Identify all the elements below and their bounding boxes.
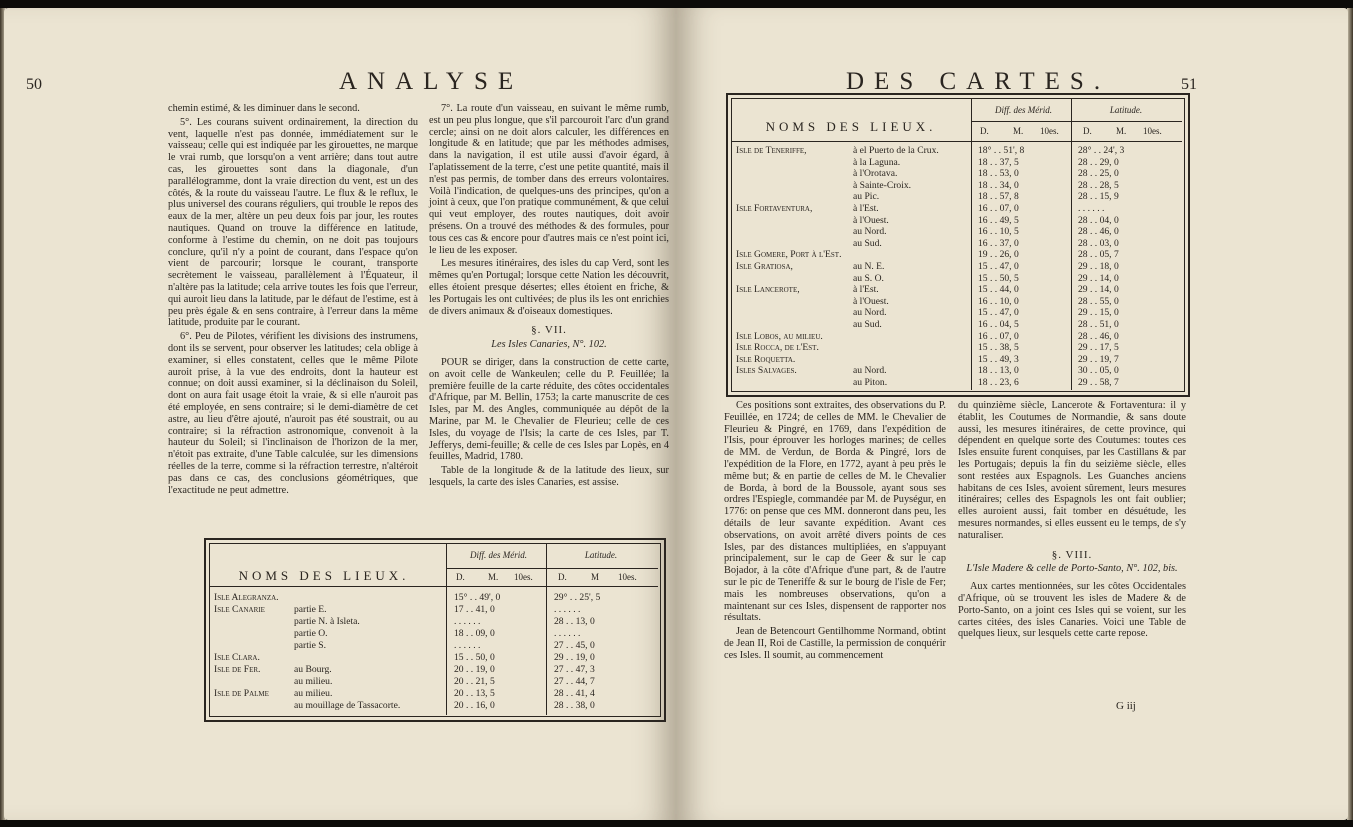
latitude-value: 27 . . 45, 0	[554, 640, 595, 651]
diff-meridian-value: 15 . . 49, 3	[978, 353, 1019, 365]
place-name: Isle de Fer.	[214, 664, 261, 675]
right-column-2	[958, 400, 1186, 642]
diff-meridian-value: 18 . . 37, 5	[978, 156, 1019, 168]
diff-meridian-value: 16 . . 10, 0	[978, 295, 1019, 307]
subheader: M.	[488, 572, 499, 582]
place-name: Isle Rocca, de l'Est.	[736, 342, 819, 354]
latitude-value: 28 . . 28, 5	[1078, 179, 1119, 191]
latitude-value: 28 . . 03, 0	[1078, 237, 1119, 249]
section-title: L'Isle Madere & celle de Porto-Santo, N°. 102, bis.	[966, 563, 1178, 575]
place-sub: au S. O.	[853, 272, 884, 284]
diff-meridian-value: . . . . . .	[454, 640, 481, 651]
place-sub: à Sainte-Croix.	[853, 179, 912, 191]
place-sub: au N. E.	[853, 261, 885, 272]
diff-meridian-value: 16 . . 04, 5	[978, 319, 1019, 330]
latitude-value: 27 . . 47, 3	[554, 664, 595, 675]
latitude-value: 29 . . 18, 0	[1078, 261, 1119, 272]
subheader: D.	[456, 572, 465, 582]
latitude-value: 28 . . 13, 0	[554, 616, 595, 627]
subheader: M.	[1116, 126, 1127, 136]
place-sub: à la Laguna.	[853, 156, 901, 168]
diff-meridian-value: 19 . . 26, 0	[978, 249, 1019, 261]
paragraph: Aux cartes mentionnées, sur les côtes Occidentales d'Afrique, où se trouvent les isles de Madere & de Porto-Santo, on a joint ces Isles qui se voient, sur les cartes citées, des isles Canaries. Voici une Table de quelques lieux, sur lesquels cette carte repose.	[958, 581, 1186, 640]
subheader: 10es.	[618, 572, 637, 582]
diff-meridian-value: 18 . . 57, 8	[978, 191, 1019, 203]
latitude-value: . . . . . .	[554, 628, 581, 639]
latitude-value: 28 . . 38, 0	[554, 700, 595, 711]
diff-meridian-value: . . . . . .	[454, 616, 481, 627]
place-sub: partie E.	[294, 604, 327, 615]
latitude-value: 29 . . 19, 7	[1078, 353, 1119, 365]
paragraph: 7°. La route d'un vaisseau, en suivant le même rumb, est un peu plus longue, que s'il parcouroit l'arc d'un grand cercle; ainsi on ne doit alors calculer, les différences en longitude & en latitude; que par les méthodes admises, dans la navigation, il est utile aussi d'avoir égard, à l'aplatissement de la terre, c'est une petite quantité, mais il n'est pas permis, de tomber dans des erreurs volontaires. Voilà l'indication, de quelques-uns des principes, qu'on a joint à ceux, que l'on pratique communément, & que celui qui veut employer, des routes nautiques, doit avoir présens. On a trouvé des méthodes & des formules, pour tous ces cas & encore pour d'autres mais ce n'est point ici, le lieu de les exposer.	[429, 103, 669, 256]
latitude-value: 28 . . 25, 0	[1078, 168, 1119, 180]
diff-meridian-value: 18 . . 23, 6	[978, 377, 1019, 388]
latitude-value: 29 . . 58, 7	[1078, 377, 1119, 388]
subheader: 10es.	[514, 572, 533, 582]
paragraph: chemin estimé, & les diminuer dans le second.	[168, 103, 360, 114]
subheader: D.	[1083, 126, 1092, 136]
latitude-value: . . . . . .	[1078, 203, 1105, 214]
longitude-latitude-table-right	[726, 93, 1190, 397]
latitude-value: 29 . . 14, 0	[1078, 272, 1119, 284]
place-sub: à l'Ouest.	[853, 295, 889, 307]
left-page	[4, 8, 676, 820]
left-column-2	[429, 103, 669, 491]
place-sub: au mouillage de Tassacorte.	[294, 700, 401, 711]
latitude-value: 28 . . 05, 7	[1078, 249, 1119, 261]
subheader: M.	[1013, 126, 1024, 136]
place-sub: au Bourg.	[294, 664, 332, 675]
latitude-value: 28 . . 55, 0	[1078, 295, 1119, 307]
subheader: D.	[980, 126, 989, 136]
latitude-value: 28 . . 29, 0	[1078, 156, 1119, 168]
diff-meridian-value: 16 . . 07, 0	[978, 203, 1019, 214]
latitude-value: 29 . . 19, 0	[554, 652, 595, 663]
latitude-value: 28 . . 46, 0	[1078, 226, 1119, 238]
place-sub: au Nord.	[853, 307, 887, 319]
diff-meridian-value: 15° . . 49', 0	[454, 592, 501, 603]
place-name: Isle Alegranza.	[214, 592, 279, 603]
latitude-value: 28 . . 46, 0	[1078, 330, 1119, 342]
place-name: Isle Fortaventura,	[736, 203, 813, 214]
place-sub: à l'Est.	[853, 284, 879, 296]
left-column-1	[168, 103, 418, 498]
diff-meridian-value: 18 . . 53, 0	[978, 168, 1019, 180]
diff-meridian-value: 16 . . 49, 5	[978, 214, 1019, 226]
right-page	[676, 8, 1348, 820]
paragraph: 5°. Les courans suivent ordinairement, la direction du vent, laquelle n'est pas donnée, immédiatement sur le vaisseau; celle qui est indiquée par les girouettes, ne marque le vrai rumb, que lorsqu'on a vent arrière; dans tout autre cas, les girouettes sont dans la diagonale, d'un parallélogramme, dont la vraie direction du vent, est un des côtés, & la route du vaisseau l'autre. Le flux & le reflux, le plus universel des courans réguliers, qui trouble le repos des eaux de la mer, altère un peu deux fois par jour, les routes nautiques. Quand on trouve la différence en latitude, conforme à l'estime du chemin, on ne doit pas toujours conclure, qu'il n'y a point de courant, dans l'espace qu'on vient de parcourir; lorsque le courant, transporte secrètement le vaisseau, parallèlement à l'Équateur, il n'altère pas la latitude; cela arrive toutes les fois que l'erreur, qui auroit lieu dans la latitude, par le défaut de l'estime, est à peu près égale & en sens contraire, à l'erreur dans la même latitude, produite par le courant.	[168, 116, 418, 329]
diff-meridian-value: 15 . . 47, 0	[978, 307, 1019, 319]
diff-meridian-value: 17 . . 41, 0	[454, 604, 495, 615]
page-number-left: 50	[26, 76, 42, 93]
diff-meridian-value: 16 . . 37, 0	[978, 237, 1019, 249]
paragraph: Ces positions sont extraites, des observations du P. Feuillée, en 1724; de celles de MM. le Chevalier de Fleurieu & Pingré, en 1769, dans l'expédition de l'Isis, pour éprouver les horloges marines; de celles de MM. de Verdun, de Borda & Pingré, lors de l'expédition de la Flore, en 1772, ayant à peu près le même but; & en partie de celles de M. le Chevalier de Borda, à bord de la Boussole, ayant sous ses ordres l'Espiegle, commandée par M. de Puységur, en 1776: on pense que ces MM. donneront dans peu, les détails de leur savante expédition. Avant ces observations, on avoit arrêté divers points de ces Isles, par des distances multipliées, en s'appuyant principalement, sur le cap de Geer & sur le cap Bojador, à la côte d'Afrique d'une part, & de l'autre sur le pic de Teneriffe & sur le bourg de l'isle de Fer; mais les nombreuses observations, qu'on a maintenant sur ces Isles, dispensent de rapporter nos résultats.	[724, 400, 946, 624]
diff-meridian-value: 18° . . 51', 8	[978, 145, 1025, 156]
table-header-lat: Latitude.	[584, 550, 618, 560]
paragraph: 6°. Peu de Pilotes, vérifient les divisions des instrumens, dont ils se servent, pour observer les latitudes; cela oblige à examiner, si elles constatent, celles que le même Pilote auroit prise, à la vue des endroits, dont la hauteur est connue; on doit aussi examiner, si la déclinaison du Soleil, dont on aura fait usage étoit la vraie, & si elle n'auroit pas été employée, en sens contraire; si le demi-diamètre de cet astre, au lieu d'être ajouté, n'auroit pas été soustrait, ou au contraire; si la réfraction astronomique, convenoit à la hauteur du Soleil; si l'inclinaison de l'horizon de la mer, n'étoit pas extraite, d'une Table calculée, sur les dimensions réelles de la terre, comme si la réfraction terrestre, n'altéroit pas dans ce cas, des conclusions géométriques, que l'exactitude ne peut admettre.	[168, 331, 418, 496]
subheader: 10es.	[1143, 126, 1162, 136]
page-number-right: 51	[1181, 76, 1197, 93]
place-name: Isle Lancerote,	[736, 284, 800, 296]
place-name: Isle Roquetta.	[736, 353, 796, 365]
latitude-value: 29° . . 25', 5	[554, 592, 601, 603]
place-sub: au Pic.	[853, 191, 880, 203]
diff-meridian-value: 20 . . 21, 5	[454, 676, 495, 687]
right-column-1	[724, 400, 946, 664]
diff-meridian-value: 15 . . 47, 0	[978, 261, 1019, 272]
place-sub: au milieu.	[294, 676, 333, 687]
section-title: Les Isles Canaries, N°. 102.	[491, 339, 607, 351]
latitude-value: 30 . . 05, 0	[1078, 365, 1119, 377]
paragraph: Jean de Betencourt Gentilhomme Normand, obtint de Jean II, Roi de Castille, la permission de conquérir ces Isles. Il soumit, au commencement	[724, 626, 946, 661]
latitude-value: 28 . . 51, 0	[1078, 319, 1119, 330]
latitude-value: 28° . . 24', 3	[1078, 145, 1125, 156]
place-sub: partie S.	[294, 640, 326, 651]
latitude-value: 28 . . 41, 4	[554, 688, 595, 699]
place-sub: partie O.	[294, 628, 328, 639]
longitude-latitude-table-left	[204, 538, 666, 722]
place-sub: au Nord.	[853, 226, 887, 238]
place-name: Isle Canarie	[214, 604, 265, 615]
paragraph: Les mesures itinéraires, des isles du cap Verd, sont les mêmes qu'en Portugal; lorsque cette Nation les découvrit, elles étoient presque désertes; elles étoient en friche, & les Portugais les ont cultivées; de plus ils les ont enrichies de divers animaux & d'oiseaux domestiques.	[429, 258, 669, 317]
latitude-value: 29 . . 14, 0	[1078, 284, 1119, 296]
place-name: Isle Gratiosa,	[736, 261, 793, 272]
place-sub: à l'Ouest.	[853, 214, 889, 226]
subheader: D.	[558, 572, 567, 582]
place-name: Isles Salvages.	[736, 365, 797, 377]
diff-meridian-value: 16 . . 10, 5	[978, 226, 1019, 238]
place-sub: à el Puerto de la Crux.	[853, 145, 939, 156]
diff-meridian-value: 18 . . 34, 0	[978, 179, 1019, 191]
subheader: M	[591, 572, 600, 582]
table-header-lat: Latitude.	[1109, 105, 1143, 115]
table-header-diff: Diff. des Mérid.	[470, 550, 527, 560]
latitude-value: 28 . . 15, 9	[1078, 191, 1119, 203]
place-name: Isle Lobos, au milieu.	[736, 330, 823, 342]
paragraph: POUR se diriger, dans la construction de cette carte, on avoit celle de Wankeulen; celle du P. Feuillée; la première feuille de la carte réduite, des côtes occidentales d'Afrique, par M. Bellin, 1753; la carte manuscrite de ces Isles, par M. des Angles, communiquée au dépôt de la Marine, par M. le Chevalier de Fleurieu; celle de ces Isles, du voyage de l'Isis; la carte de ces Isles, par T. Jefferys, demi-feuille; & celle de ces Isles par Lopès, en 4 feuilles, Madrid, 1780.	[429, 356, 669, 463]
paragraph: Table de la longitude & de la latitude des lieux, sur lesquels, la carte des isles Canaries, est assise.	[429, 465, 669, 488]
latitude-value: 29 . . 17, 5	[1078, 342, 1119, 354]
diff-meridian-value: 15 . . 50, 5	[978, 272, 1019, 284]
latitude-value: . . . . . .	[554, 604, 581, 615]
diff-meridian-value: 18 . . 13, 0	[978, 365, 1019, 377]
place-sub: au Sud.	[853, 319, 882, 330]
place-sub: au Piton.	[853, 377, 888, 388]
place-sub: au Sud.	[853, 237, 882, 249]
diff-meridian-value: 18 . . 09, 0	[454, 628, 495, 639]
place-sub: à l'Est.	[853, 203, 879, 214]
place-sub: au Nord.	[853, 365, 887, 377]
running-head-left: ANALYSE	[339, 68, 524, 95]
place-name: Isle de Teneriffe,	[736, 145, 807, 156]
diff-meridian-value: 20 . . 19, 0	[454, 664, 495, 675]
paragraph: du quinzième siècle, Lancerote & Fortaventura: il y établit, les Coutumes de Normandie, & sans doute aussi, les mesures itinéraires, de cette province, qui dépendent en quelque sorte des Coutumes: toutes ces Isles ensuite furent conquises, par les Castillans & par les Portugais; depuis la fin du seizième siècle, elles sont restées aux Espagnols. Les Guanches anciens habitans de ces Isles, avoient sûrement, leurs mesures itinéraires; celles des Espagnols les ont fait oublier; elles auroient aussi, fait tomber en désuétude, les mesures normandes, si elles eussent eu le temps, de s'y naturaliser.	[958, 400, 1186, 541]
latitude-value: 29 . . 15, 0	[1078, 307, 1119, 319]
diff-meridian-value: 15 . . 44, 0	[978, 284, 1019, 296]
latitude-value: 27 . . 44, 7	[554, 676, 595, 687]
table-header-names: NOMS DES LIEUX.	[765, 119, 937, 134]
signature-mark: G iij	[1116, 700, 1136, 712]
section-heading: §. VIII.	[1051, 548, 1093, 561]
place-name: Isle Clara.	[214, 652, 260, 663]
running-head-right: DES CARTES.	[846, 68, 1111, 95]
place-sub: au milieu.	[294, 688, 333, 699]
diff-meridian-value: 15 . . 50, 0	[454, 652, 495, 663]
diff-meridian-value: 20 . . 16, 0	[454, 700, 495, 711]
section-heading: §. VII.	[531, 324, 567, 337]
diff-meridian-value: 20 . . 13, 5	[454, 688, 495, 699]
diff-meridian-value: 15 . . 38, 5	[978, 342, 1019, 354]
subheader: 10es.	[1040, 126, 1059, 136]
latitude-value: 28 . . 04, 0	[1078, 214, 1119, 226]
place-sub: à l'Orotava.	[853, 168, 898, 180]
table-header-diff: Diff. des Mérid.	[995, 105, 1052, 115]
place-sub: partie N. à Isleta.	[294, 616, 360, 627]
place-name: Isle Gomere, Port à l'Est.	[736, 249, 842, 261]
diff-meridian-value: 16 . . 07, 0	[978, 330, 1019, 342]
table-header-names: NOMS DES LIEUX.	[238, 568, 410, 583]
place-name: Isle de Palme	[214, 688, 269, 699]
